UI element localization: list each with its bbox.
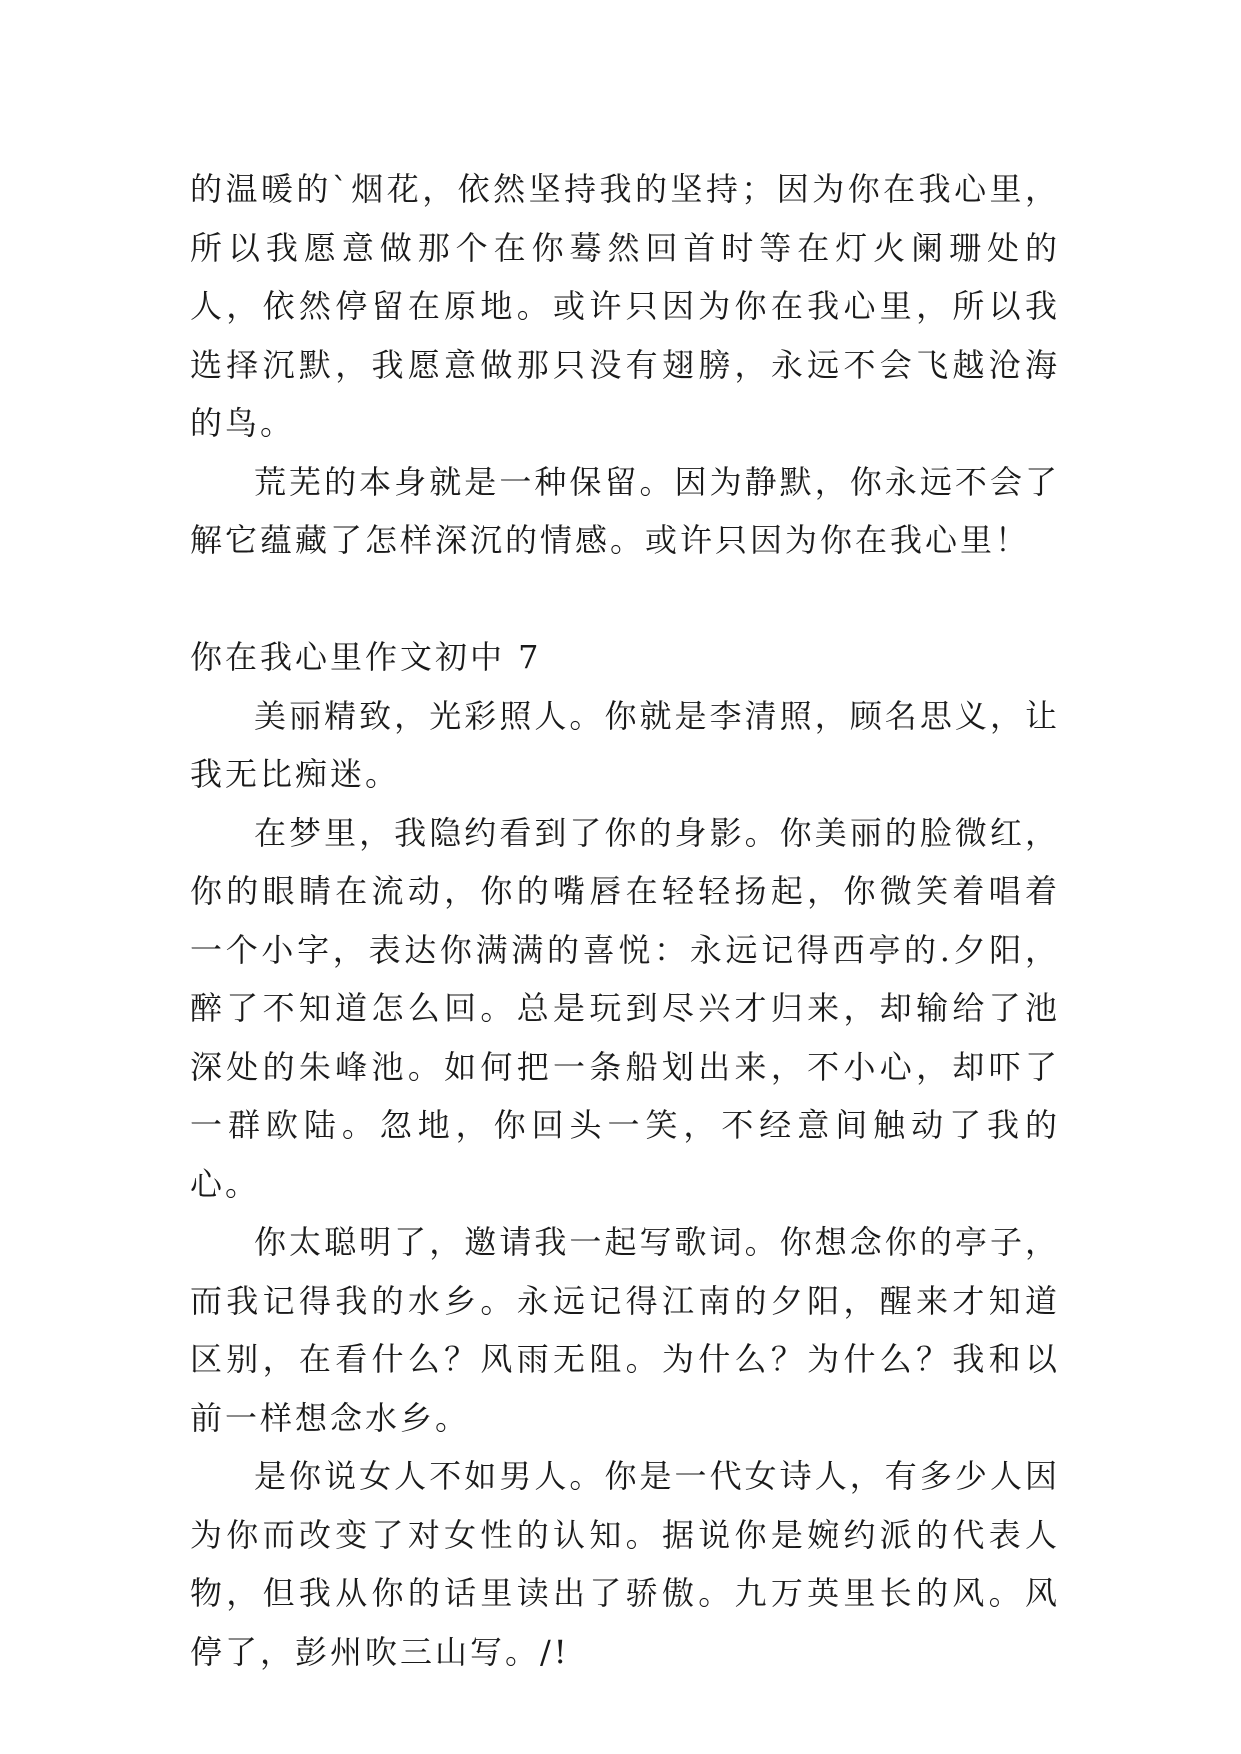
paragraph: 是你说女人不如男人。你是一代女诗人，有多少人因为你而改变了对女性的认知。据说你是婉约派的代表人物，但我从你的话里读出了骄傲。九万英里长的风。风停了，彭州吹三山写。/! [190,1457,1060,1671]
paragraph: 在梦里，我隐约看到了你的身影。你美丽的脸微红，你的眼睛在流动，你的嘴唇在轻轻扬起，你微笑着唱着一个小字，表达你满满的喜悦：永远记得西亭的.夕阳，醉了不知道怎么回。总是玩到尽兴才归来，却输给了池深处的朱峰池。如何把一条船划出来，不小心，却吓了一群欧陆。忽地，你回头一笑，不经意间触动了我的心。 [190,813,1060,1203]
paragraph-continued: 的温暖的`烟花，依然坚持我的坚持；因为你在我心里，所以我愿意做那个在你蓦然回首时等在灯火阑珊处的人，依然停留在原地。或许只因为你在我心里，所以我选择沉默，我愿意做那只没有翅膀，永远不会飞越沧海的鸟。 [190,170,1060,442]
paragraph: 荒芜的本身就是一种保留。因为静默，你永远不会了解它蕴藏了怎样深沉的情感。或许只因为你在我心里！ [190,462,1060,559]
paragraph: 你太聪明了，邀请我一起写歌词。你想念你的亭子，而我记得我的水乡。永远记得江南的夕阳，醒来才知道区别，在看什么？风雨无阻。为什么？为什么？我和以前一样想念水乡。 [190,1223,1060,1437]
document-body [190,160,1060,1681]
section-heading: 你在我心里作文初中 7 [190,638,542,676]
paragraph: 美丽精致，光彩照人。你就是李清照，顾名思义，让我无比痴迷。 [190,696,1060,793]
